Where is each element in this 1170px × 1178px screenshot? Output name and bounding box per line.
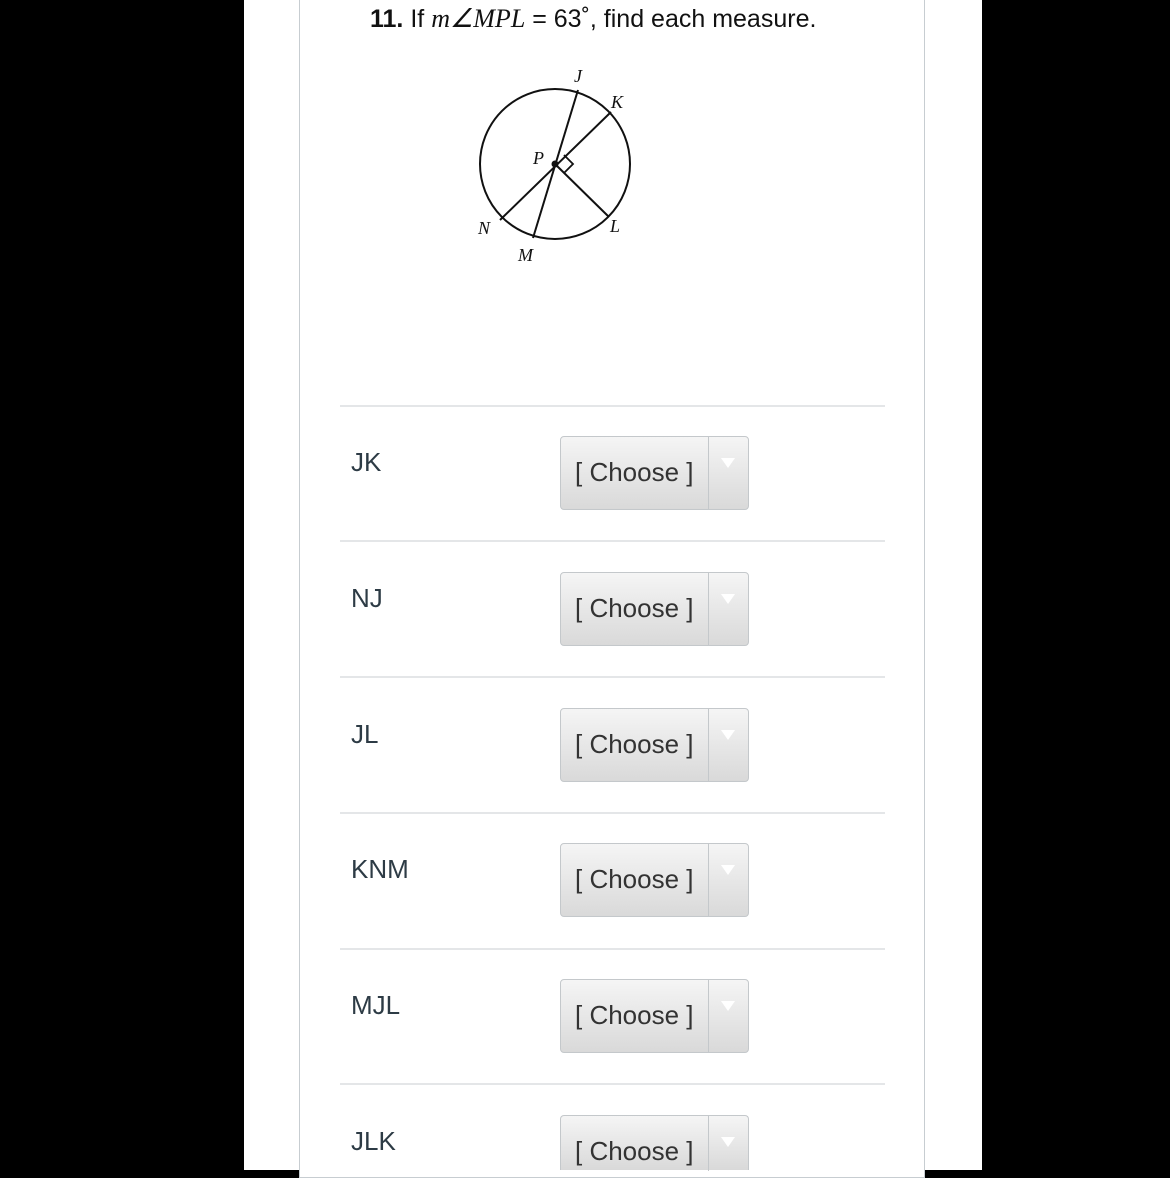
select-value: [ Choose ] [575, 457, 694, 487]
chevron-down-icon [721, 1137, 735, 1147]
chevron-down-icon [721, 1001, 735, 1011]
row-label-jk: JK [351, 447, 382, 477]
select-separator [708, 844, 709, 916]
answer-select-knm[interactable] [560, 843, 749, 917]
label-p: P [533, 148, 544, 168]
label-j: J [574, 66, 582, 86]
chevron-down-icon [721, 458, 735, 468]
answer-select-nj[interactable] [560, 572, 749, 646]
circle-diagram [460, 60, 660, 270]
segment-p-l [555, 164, 609, 217]
select-separator [708, 1116, 709, 1171]
select-separator [708, 980, 709, 1052]
select-value: [ Choose ] [575, 593, 694, 623]
question-prefix: If [410, 5, 425, 33]
select-separator [708, 573, 709, 645]
chevron-down-icon [721, 594, 735, 604]
select-value: [ Choose ] [575, 864, 694, 894]
row-divider [340, 676, 885, 678]
select-value: [ Choose ] [575, 1000, 694, 1030]
question-suffix: = 63˚, find each measure. [525, 5, 817, 33]
row-divider [340, 948, 885, 950]
label-k: K [611, 92, 624, 112]
label-l: L [610, 216, 621, 236]
question-math: m∠MPL [431, 4, 526, 33]
row-divider [340, 1083, 885, 1085]
row-label-mjl: MJL [351, 990, 401, 1020]
select-value: [ Choose ] [575, 729, 694, 759]
row-divider [340, 405, 885, 407]
question-number: 11. [370, 5, 404, 33]
select-separator [708, 437, 709, 509]
row-label-jl: JL [351, 719, 379, 749]
chevron-down-icon [721, 730, 735, 740]
row-divider [340, 540, 885, 542]
row-divider [340, 812, 885, 814]
select-value: [ Choose ] [575, 1136, 694, 1166]
answer-select-jlk[interactable] [560, 1115, 749, 1170]
row-label-nj: NJ [351, 583, 383, 613]
row-label-jlk: JLK [351, 1126, 396, 1156]
question-text [370, 2, 816, 36]
select-separator [708, 709, 709, 781]
label-n: N [478, 218, 491, 238]
chevron-down-icon [721, 865, 735, 875]
answer-select-jl[interactable] [560, 708, 749, 782]
label-m: M [518, 245, 533, 265]
row-label-knm: KNM [351, 854, 409, 884]
answer-select-mjl[interactable] [560, 979, 749, 1053]
center-point [552, 161, 559, 168]
answer-select-jk[interactable] [560, 436, 749, 510]
